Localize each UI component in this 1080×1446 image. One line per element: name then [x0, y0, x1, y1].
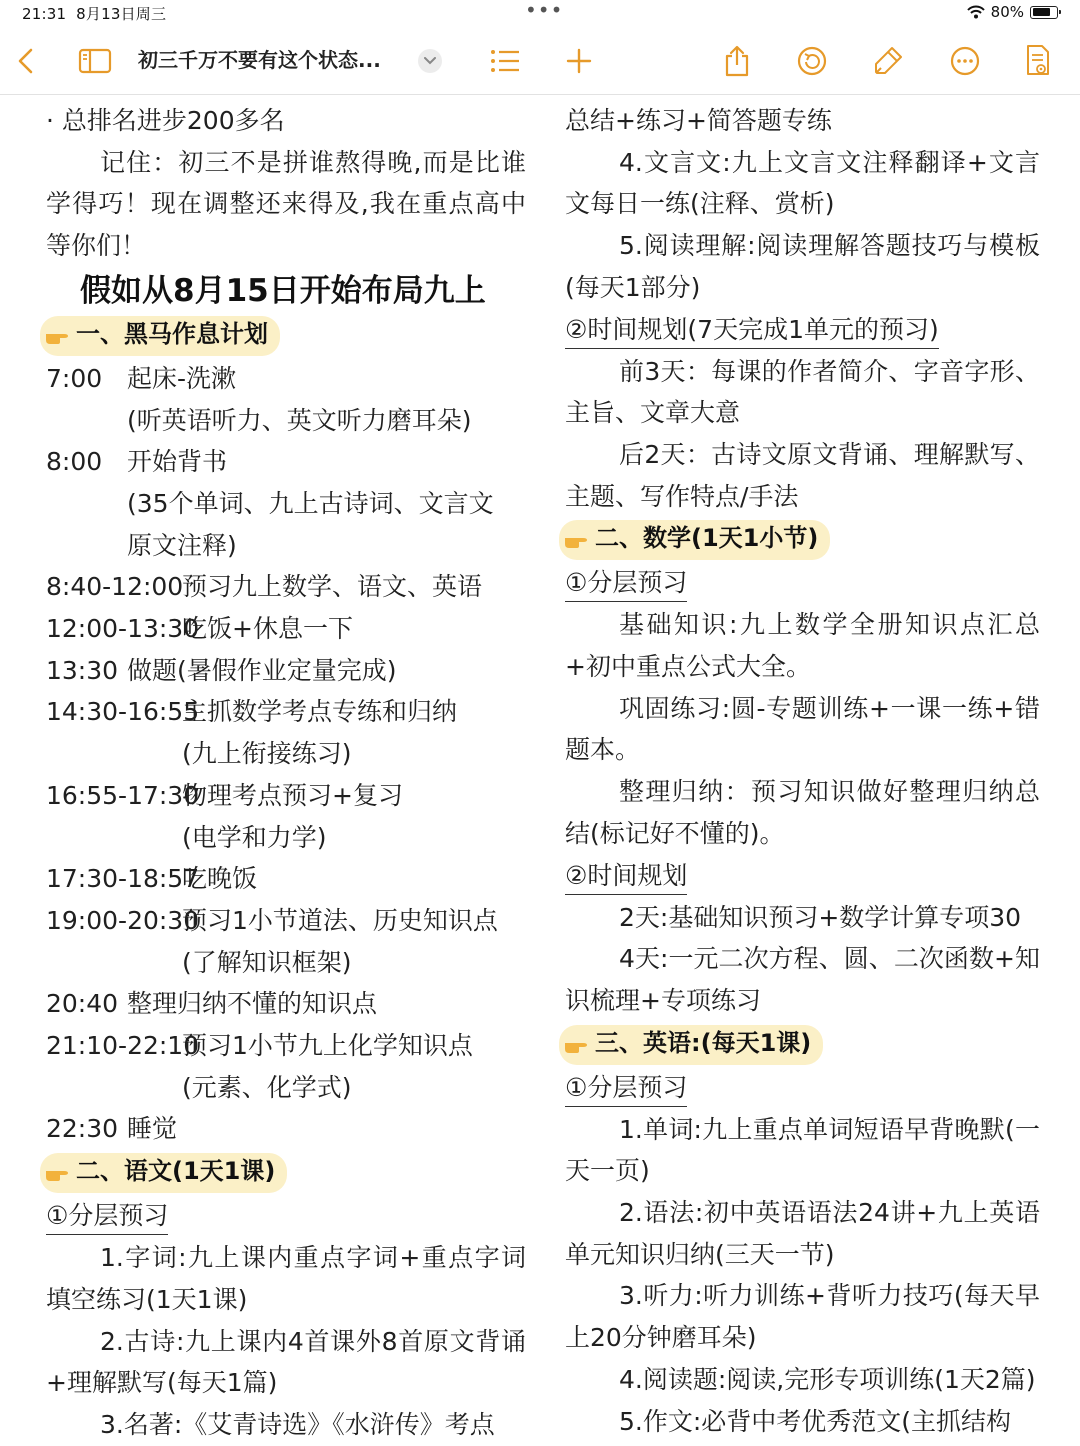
math-item-2: 巩固练习:圆-专题训练+一课一练+错题本。 — [565, 693, 1040, 765]
math-plan-1: 2天:基础知识预习+数学计算专项30 — [619, 902, 1022, 932]
wifi-icon — [967, 5, 985, 19]
section-heading-text: 一、黑马作息计划 — [76, 319, 268, 348]
schedule-row — [46, 691, 526, 733]
schedule-note: (元素、化学式) — [182, 1072, 352, 1102]
remember-paragraph: 记住：初三不是拼谁熬得晚,而是比谁学得巧！现在调整还来得及,我在重点高中等你们！ — [46, 147, 526, 261]
subheading-layered-preview: ①分层预习 — [46, 1198, 168, 1235]
math-item-3: 整理归纳：预习知识做好整理归纳总结(标记好不懂的)。 — [565, 777, 1040, 848]
schedule-note: (九上衔接练习) — [182, 739, 352, 769]
schedule-task: 吃晚饭 — [182, 864, 258, 894]
schedule-row — [46, 441, 526, 483]
battery-percent: 80% — [990, 3, 1024, 21]
subheading-math-plan: ②时间规划 — [565, 858, 687, 895]
clock-text: 21:31 — [22, 5, 67, 23]
date-text: 8月13日周三 — [76, 5, 167, 23]
schedule-time: 21:10-22:10 — [46, 1031, 200, 1061]
schedule-note: 原文注释) — [127, 530, 237, 560]
sidebar-icon[interactable] — [77, 43, 113, 79]
schedule-time: 8:00 — [46, 447, 103, 477]
subheading-time-plan: ②时间规划(7天完成1单元的预习) — [565, 312, 939, 349]
markup-pen-icon[interactable] — [870, 43, 906, 79]
chinese-item-5: 5.阅读理解:阅读理解答题技巧与模板(每天1部分) — [565, 231, 1040, 302]
section-heading-math — [559, 520, 830, 560]
status-time — [22, 3, 166, 24]
list-icon[interactable] — [487, 43, 523, 79]
undo-icon[interactable] — [794, 43, 830, 79]
english-item-3: 3.听力:听力训练+背听力技巧(每天早上20分钟磨耳朵) — [565, 1281, 1040, 1353]
schedule-time: 13:30 — [46, 655, 119, 685]
schedule-time: 20:40 — [46, 989, 119, 1019]
subheading-english-preview: ①分层预习 — [565, 1070, 687, 1107]
schedule-row — [46, 650, 526, 692]
view-doc-icon[interactable] — [1020, 43, 1056, 79]
pointing-hand-icon — [563, 524, 593, 560]
schedule-time: 7:00 — [46, 363, 103, 393]
rank-line: · 总排名进步200多名 — [46, 106, 285, 135]
chinese-item-1: 1.字词:九上课内重点字词+重点字词填空练习(1天1课) — [46, 1243, 526, 1314]
section-heading-schedule — [40, 316, 280, 356]
plus-icon[interactable] — [561, 43, 597, 79]
continued-line: 总结+练习+简答题专练 — [565, 106, 832, 135]
schedule-task: 预习九上数学、语文、英语 — [182, 572, 483, 602]
section-heading-english — [559, 1025, 823, 1065]
schedule-time: 17:30-18:57 — [46, 864, 200, 894]
chinese-item-3: 3.名著:《艾青诗选》《水浒传》考点 — [100, 1409, 495, 1439]
schedule-task: 开始背书 — [127, 447, 228, 477]
schedule-task: 物理考点预习+复习 — [182, 780, 403, 810]
plan-item-2: 后2天：古诗文原文背诵、理解默写、主题、写作特点/手法 — [565, 439, 1040, 511]
plan-item-1: 前3天：每课的作者简介、字音字形、主旨、文章大意 — [565, 356, 1040, 428]
battery-icon — [1030, 6, 1058, 19]
chevron-down-icon[interactable] — [418, 49, 442, 73]
chinese-item-4: 4.文言文:九上文言文注释翻译+文言文每日一练(注释、赏析) — [565, 147, 1040, 219]
schedule-note: (35个单词、九上古诗词、文言文 — [127, 488, 494, 518]
document-title[interactable]: 初三千万不要有这个状态... — [138, 48, 381, 72]
subheading-math-preview: ①分层预习 — [565, 565, 687, 602]
status-bar — [0, 0, 1080, 24]
schedule-row — [46, 1108, 526, 1150]
pointing-hand-icon — [44, 320, 74, 356]
math-item-1: 基础知识:九上数学全册知识点汇总+初中重点公式大全。 — [565, 610, 1040, 682]
share-icon[interactable] — [719, 43, 755, 79]
schedule-time: 16:55-17:30 — [46, 780, 200, 810]
schedule-row — [46, 858, 526, 900]
schedule-time: 8:40-12:00 — [46, 572, 184, 602]
main-heading: 假如从8月15日开始布局九上 — [80, 272, 486, 309]
schedule-task: 预习1小节九上化学知识点 — [182, 1031, 473, 1061]
english-item-1: 1.单词:九上重点单词短语早背晚默(一天一页) — [565, 1114, 1040, 1186]
schedule-row — [46, 775, 526, 817]
pointing-hand-icon — [563, 1029, 593, 1065]
status-right — [967, 3, 1058, 21]
schedule-row — [46, 358, 526, 400]
section-heading-text: 三、英语:(每天1课) — [595, 1028, 812, 1057]
schedule-note: (了解知识框架) — [182, 947, 352, 977]
math-plan-2: 4天:一元二次方程、圆、二次函数+知识梳理+专项练习 — [565, 944, 1040, 1015]
schedule-row — [46, 983, 526, 1025]
section-heading-text: 二、数学(1天1小节) — [595, 524, 819, 553]
schedule-row — [46, 566, 526, 608]
section-heading-text: 二、语文(1天1课) — [76, 1157, 276, 1186]
back-chevron-icon[interactable] — [8, 43, 44, 79]
multitasking-dots-icon[interactable]: ••• — [525, 0, 564, 22]
schedule-time: 19:00-20:30 — [46, 905, 200, 935]
schedule-task: 起床-洗漱 — [127, 363, 237, 393]
schedule-task: 预习1小节道法、历史知识点 — [182, 905, 498, 935]
section-heading-chinese — [40, 1153, 287, 1193]
schedule-task: 主抓数学考点专练和归纳 — [182, 697, 458, 727]
schedule-row — [46, 1025, 526, 1067]
schedule-task: 做题(暑假作业定量完成) — [127, 655, 397, 685]
toolbar — [0, 28, 1080, 95]
more-icon[interactable] — [947, 43, 983, 79]
english-item-4: 4.阅读题:阅读,完形专项训练(1天2篇) — [619, 1364, 1036, 1394]
schedule-list — [46, 358, 526, 1150]
schedule-row — [46, 900, 526, 942]
schedule-row — [46, 608, 526, 650]
schedule-task: 整理归纳不懂的知识点 — [127, 989, 378, 1019]
english-item-5: 5.作文:必背中考优秀范文(主抓结构 — [619, 1406, 1012, 1436]
schedule-note: (电学和力学) — [182, 822, 327, 852]
schedule-time: 14:30-16:55 — [46, 697, 200, 727]
schedule-task: 吃饭+休息一下 — [182, 614, 353, 644]
schedule-task: 睡觉 — [127, 1114, 178, 1144]
pointing-hand-icon — [44, 1157, 74, 1193]
schedule-time: 22:30 — [46, 1114, 119, 1144]
chinese-item-2: 2.古诗:九上课内4首课外8首原文背诵+理解默写(每天1篇) — [46, 1326, 526, 1398]
schedule-time: 12:00-13:30 — [46, 614, 200, 644]
left-column — [46, 100, 526, 1446]
schedule-note: (听英语听力、英文听力磨耳朵) — [127, 405, 472, 435]
english-item-2: 2.语法:初中英语语法24讲+九上英语单元知识归纳(三天一节) — [565, 1198, 1040, 1269]
right-column — [565, 100, 1040, 1442]
